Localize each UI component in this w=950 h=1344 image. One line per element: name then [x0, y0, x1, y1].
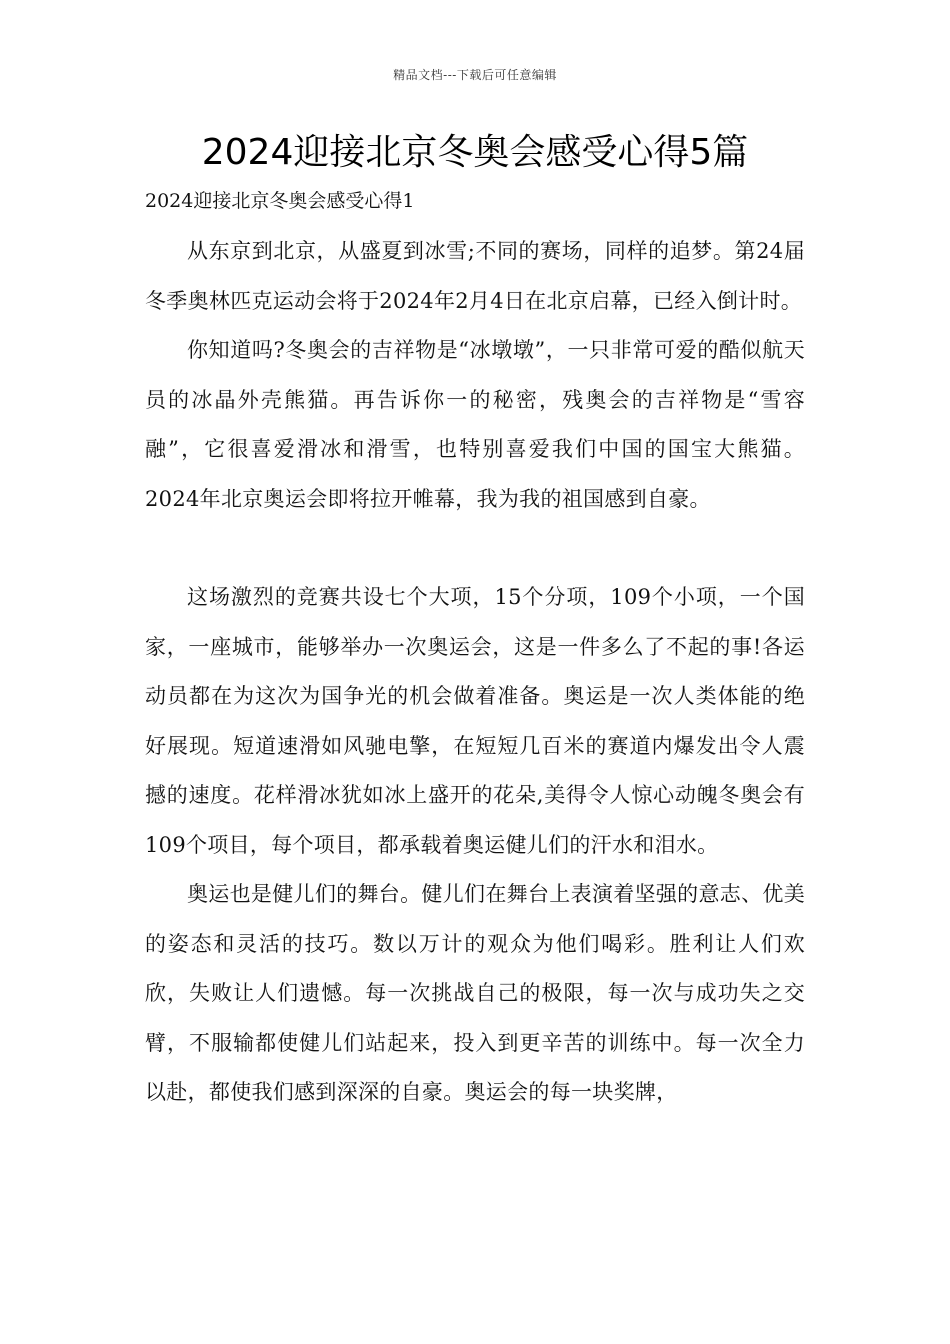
paragraph-1: 从东京到北京，从盛夏到冰雪;不同的赛场，同样的追梦。第24届冬季奥林匹克运动会将于2024年2月4日在北京启幕，已经入倒计时。: [145, 239, 805, 313]
paragraph-3: 这场激烈的竞赛共设七个大项，15个分项，109个小项，一个国家，一座城市，能够举办一次奥运会，这是一件多么了不起的事!各运动员都在为这次为国争光的机会做着准备。奥运是一次人类体能的绝好展现。短道速滑如风驰电擎，在短短几百米的赛道内爆发出令人震撼的速度。花样滑冰犹如冰上盛开的花朵,美得令人惊心动魄冬奥会有109个项目，每个项目，都承载着奥运健儿们的汗水和泪水。: [145, 585, 805, 857]
running-header: 精品文档---下载后可任意编辑: [393, 68, 557, 82]
document-title: 2024迎接北京冬奥会感受心得5篇: [201, 132, 749, 173]
section-heading: 2024迎接北京冬奥会感受心得1: [145, 190, 415, 212]
paragraph-2: 你知道吗?冬奥会的吉祥物是“冰墩墩”，一只非常可爱的酷似航天员的冰晶外壳熊猫。再告诉你一的秘密，残奥会的吉祥物是“雪容融”，它很喜爱滑冰和滑雪，也特别喜爱我们中国的国宝大熊猫。2024年北京奥运会即将拉开帷幕，我为我的祖国感到自豪。: [145, 338, 805, 511]
paragraph-4: 奥运也是健儿们的舞台。健儿们在舞台上表演着坚强的意志、优美的姿态和灵活的技巧。数以万计的观众为他们喝彩。胜利让人们欢欣，失败让人们遗憾。每一次挑战自己的极限，每一次与成功失之交臂，不服输都使健儿们站起来，投入到更辛苦的训练中。每一次全力以赴，都使我们感到深深的自豪。奥运会的每一块奖牌，: [145, 882, 805, 1104]
body-text: [145, 227, 805, 1118]
